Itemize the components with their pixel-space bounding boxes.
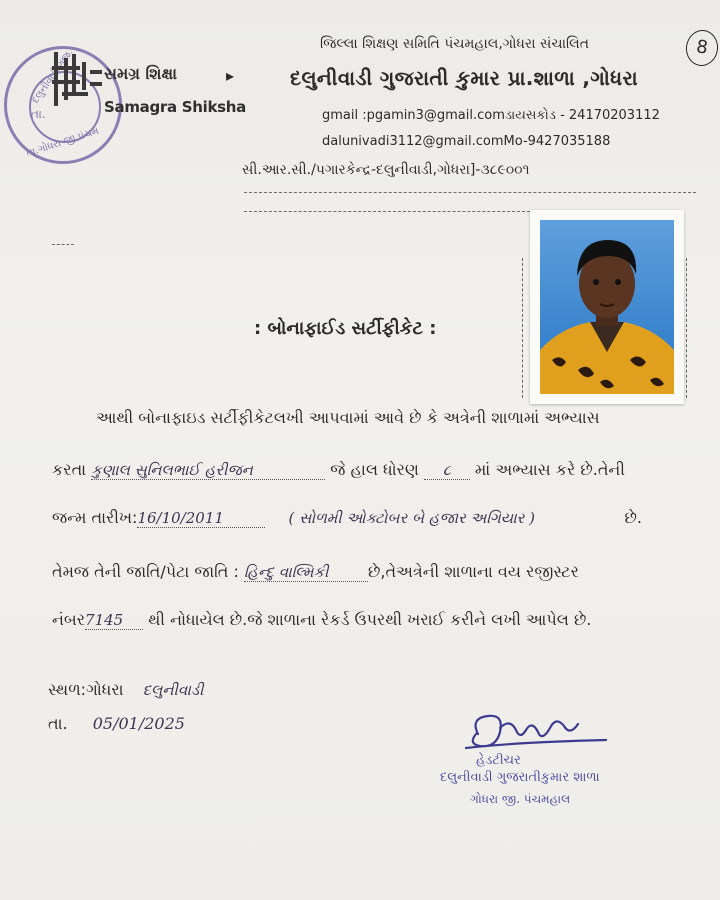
stamp-school-name: દલુનીવાડી ગુજરાતીકુમાર શાળા [440, 770, 600, 785]
place-value: દલુનીવાડી [142, 681, 204, 699]
stamp-city: ગોધરા જી. પંચમહાલ [470, 792, 571, 806]
certificate-line-1: આથી બોનાફાઇડ સર્ટીફીકેટલખી આપવામાં આવે છે કે અત્રેની શાળામાં અભ્યાસ [96, 408, 600, 427]
header-divider-2 [244, 211, 530, 212]
student-photo-frame [530, 210, 684, 404]
header-bullet: ▸ [226, 66, 235, 85]
headteacher-signature [460, 708, 616, 758]
line2-prefix: કરતા [52, 460, 87, 479]
logo-text-gujarati: સમગ્ર શિક્ષા [104, 64, 177, 83]
certificate-line-2 [52, 460, 625, 480]
standard-value: ૮ [424, 461, 470, 480]
signature-role: હેડટીચર [476, 753, 521, 768]
line5-prefix: નંબર [52, 610, 86, 629]
date-label: તા. [48, 714, 68, 733]
header-email-line: gmail :pgamin3@gmail.comડાયસકોડ - 24170203112 [322, 108, 660, 123]
header-school-name: દલુનીવાડી ગુજરાતી કુમાર પ્રા.શાળા ,ગોધરા [290, 66, 638, 90]
date-value: 05/01/2025 [92, 714, 185, 733]
line2-mid: જે હાલ ધોરણ [330, 460, 419, 479]
certificate-line-3 [52, 508, 642, 528]
place-label: સ્થળ:ગોધરા [48, 680, 124, 699]
caste-value: હિન્દુ વાલ્મિકી [244, 563, 368, 582]
student-name: કુણાલ સુનિલભાઈ હરીજન [91, 461, 325, 480]
line5-suffix: થી નોધાયેલ છે.જે શાળાના રેકર્ડ ઉપરથી ખરાઈ કરીને લખી આપેલ છે. [148, 610, 592, 629]
line2-suffix: માં અભ્યાસ કરે છે.તેની [475, 460, 625, 479]
student-photo [530, 210, 684, 404]
place-row [48, 680, 203, 700]
birth-date: 16/10/2011 [137, 509, 265, 528]
register-number: 7145 [85, 611, 143, 630]
seal-top-text: દલુનીવાડી ગુજ. [30, 47, 76, 106]
logo-text-english: Samagra Shiksha [104, 98, 246, 116]
birth-date-words: ( સોળમી ઓક્ટોબર બે હજાર અગિયાર ) [288, 509, 536, 527]
certificate-line-4 [52, 562, 579, 582]
line3-suffix: છે. [624, 508, 643, 527]
photo-guide-left [522, 258, 523, 398]
samagra-shiksha-logo-icon [50, 48, 104, 110]
page-number: 8 [684, 28, 720, 68]
date-row [48, 714, 185, 734]
photo-guide-right [686, 258, 687, 398]
seal-bottom-text: તા.ગોધરા જી.પંચમ [25, 125, 101, 160]
seal-center-text: તા. [31, 107, 46, 121]
line4-prefix: તેમજ તેની જાતિ/પેટા જાતિ : [52, 562, 239, 581]
margin-dash [52, 244, 74, 245]
line3-prefix: જન્મ તારીખ: [52, 508, 138, 527]
line4-suffix: છે,તેઅત્રેની શાળાના વય રજીસ્ટર [367, 562, 579, 581]
header-divider-1 [244, 192, 696, 193]
header-address-line: સી.આર.સી./પગારકેન્દ્ર-દલુનીવાડી,ગોધરા]-૩૮૯૦૦૧ [242, 162, 530, 178]
certificate-line-5 [52, 610, 591, 630]
header-email-mobile-line: dalunivadi3112@gmail.comMo-9427035188 [322, 134, 611, 149]
certificate-title: : બોનાફાઈડ સર્ટીફીકેટ : [254, 318, 437, 339]
header-org-line: જિલ્લા શિક્ષણ સમિતિ પંચમહાલ,ગોધરા સંચાલિત [320, 36, 590, 52]
